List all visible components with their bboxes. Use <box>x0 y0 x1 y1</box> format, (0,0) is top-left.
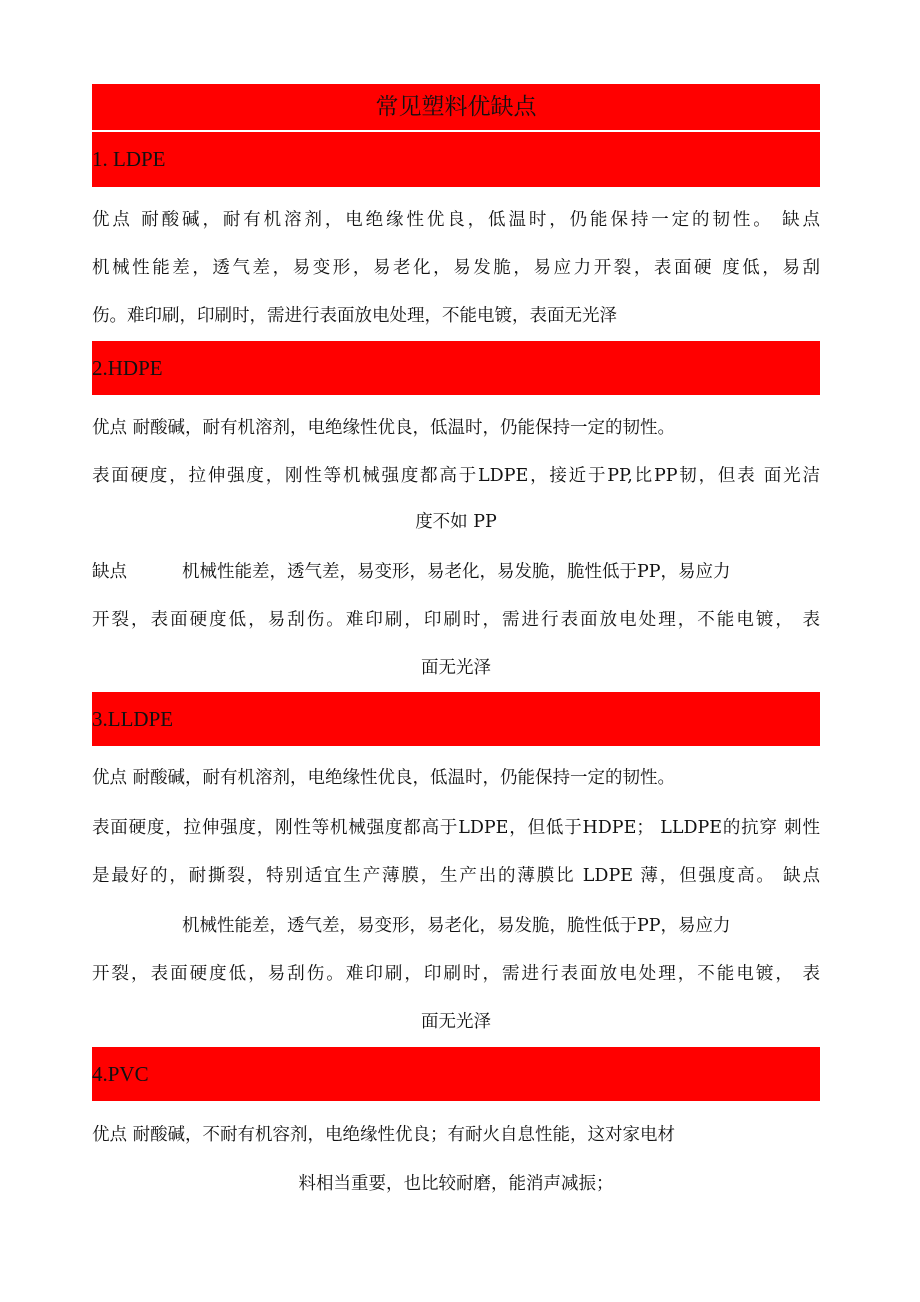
paragraph-line: 表面硬度，拉伸强度，刚性等机械强度都高于LDPE，但低于HDPE； LLDPE的抗穿 刺性 <box>92 818 820 838</box>
paragraph-line: 表面硬度，拉伸强度，刚性等机械强度都高于LDPE，接近于PP,比PP韧，但表 面光洁 <box>92 466 820 486</box>
paragraph-line: 伤。难印刷，印刷时，需进行表面放电处理，不能电镀，表面无光泽 <box>92 306 617 326</box>
paragraph-line: 开裂，表面硬度低，易刮伤。难印刷，印刷时，需进行表面放电处理，不能电镀， 表 <box>92 610 820 630</box>
paragraph-line: 优点 耐酸碱，不耐有机容剂，电绝缘性优良；有耐火自息性能，这对家电材 <box>92 1125 676 1145</box>
section-heading-text: 4.PVC <box>92 1062 149 1086</box>
paragraph-line: 优点 耐酸碱，耐有机溶剂，电绝缘性优良，低温时，仍能保持一定的韧性。 <box>92 768 676 788</box>
section-heading-text: 2.HDPE <box>92 356 163 380</box>
paragraph-line: 机械性能差，透气差，易变形，易老化，易发脆，脆性低于PP，易应力 <box>182 562 731 582</box>
section-heading-text: 3.LLDPE <box>92 707 174 731</box>
section-heading-text: 1. LDPE <box>92 147 166 171</box>
paragraph-line: 开裂，表面硬度低，易刮伤。难印刷，印刷时，需进行表面放电处理，不能电镀， 表 <box>92 964 820 984</box>
paragraph-line: 是最好的，耐撕裂，特别适宜生产薄膜，生产出的薄膜比 LDPE 薄，但强度高。 缺点 <box>92 866 820 886</box>
section-heading-lldpe <box>92 692 820 746</box>
paragraph-line: 优点 耐酸碱，耐有机溶剂，电绝缘性优良，低温时，仍能保持一定的韧性。 <box>92 418 676 438</box>
paragraph-line: 优点 耐酸碱，耐有机溶剂，电绝缘性优良，低温时，仍能保持一定的韧性。 缺点 <box>92 210 820 230</box>
paragraph-label: 缺点 <box>92 562 127 582</box>
paragraph-line: 机械性能差，透气差，易变形，易老化，易发脆，脆性低于PP，易应力 <box>182 916 731 936</box>
paragraph-line: 面无光泽 <box>421 1012 491 1032</box>
document-title-bar <box>92 84 820 130</box>
paragraph-line: 度不如 PP <box>415 512 497 532</box>
paragraph-line: 面无光泽 <box>421 658 491 678</box>
paragraph-line: 料相当重要，也比较耐磨，能消声减振； <box>298 1174 614 1194</box>
section-heading-hdpe <box>92 341 820 395</box>
section-heading-pvc <box>92 1047 820 1101</box>
section-heading-ldpe <box>92 132 820 187</box>
document-title: 常见塑料优缺点 <box>375 94 537 119</box>
paragraph-line: 机械性能差，透气差，易变形，易老化，易发脆，易应力开裂，表面硬 度低，易刮 <box>92 258 820 278</box>
